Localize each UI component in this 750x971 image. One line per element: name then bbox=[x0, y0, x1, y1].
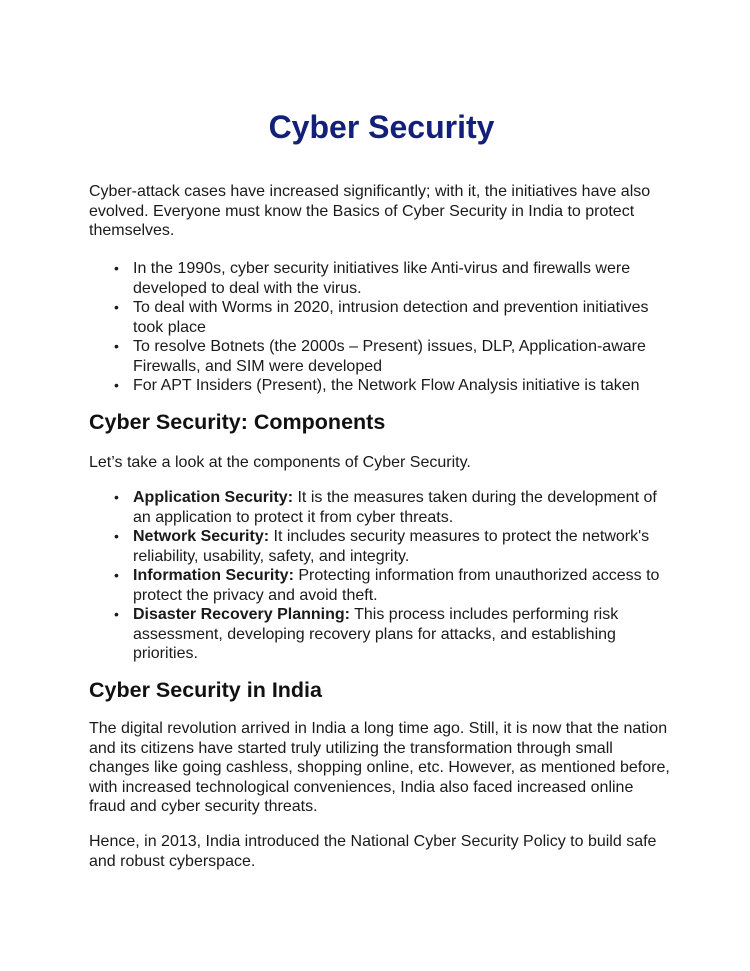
page-title: Cyber Security bbox=[268, 109, 495, 145]
india-heading: Cyber Security in India bbox=[89, 678, 322, 702]
list-item: • To resolve Botnets (the 2000s – Present) issues, DLP, Application-aware Firewalls, and SIM were developed bbox=[114, 338, 646, 375]
list-item bbox=[89, 566, 674, 605]
component-desc: This process includes performing risk assessment, developing recovery plans for attacks, and establishing priorities. bbox=[133, 606, 619, 662]
bullet-icon: • bbox=[114, 338, 119, 354]
history-list bbox=[89, 259, 674, 396]
bullet-icon: • bbox=[114, 299, 119, 315]
list-item bbox=[89, 605, 674, 664]
list-item: • To deal with Worms in 2020, intrusion detection and prevention initiatives took place bbox=[114, 299, 649, 336]
bullet-icon: • bbox=[114, 377, 119, 393]
components-intro: Let’s take a look at the components of Cyber Security. bbox=[89, 454, 471, 471]
component-desc: It includes security measures to protect the network's reliability, usability, safety, and integrity. bbox=[133, 528, 650, 565]
bullet-icon: • bbox=[114, 489, 119, 505]
component-term: Application Security: bbox=[133, 489, 294, 506]
component-term: Disaster Recovery Planning: bbox=[133, 606, 350, 623]
list-item bbox=[89, 488, 674, 527]
india-paragraph-1: The digital revolution arrived in India a long time ago. Still, it is now that the nation and its citizens have started truly utilizing the transformation through small changes like going cashless, shopping online, etc. However, as mentioned before, with increased technological conveniences, India also faced increased online fraud and cyber security threats. bbox=[89, 720, 670, 815]
component-term: Network Security: bbox=[133, 528, 270, 545]
list-item bbox=[89, 527, 674, 566]
bullet-icon: • bbox=[114, 606, 119, 622]
component-desc: It is the measures taken during the development of an application to protect it from cyber threats. bbox=[133, 489, 657, 526]
intro-paragraph: Cyber-attack cases have increased significantly; with it, the initiatives have also evolved. Everyone must know the Basics of Cyber Security in India to protect themselves. bbox=[89, 183, 651, 239]
list-item: • For APT Insiders (Present), the Network Flow Analysis initiative is taken bbox=[114, 377, 640, 394]
list-item: • In the 1990s, cyber security initiatives like Anti-virus and firewalls were developed to deal with the virus. bbox=[114, 260, 631, 297]
components-list bbox=[89, 488, 674, 664]
bullet-icon: • bbox=[114, 260, 119, 276]
bullet-icon: • bbox=[114, 528, 119, 544]
india-paragraph-2: Hence, in 2013, India introduced the National Cyber Security Policy to build safe and robust cyberspace. bbox=[89, 833, 657, 870]
components-heading: Cyber Security: Components bbox=[89, 410, 386, 434]
component-desc: Protecting information from unauthorized access to protect the privacy and avoid theft. bbox=[133, 567, 660, 604]
component-term: Information Security: bbox=[133, 567, 294, 584]
bullet-icon: • bbox=[114, 567, 119, 583]
